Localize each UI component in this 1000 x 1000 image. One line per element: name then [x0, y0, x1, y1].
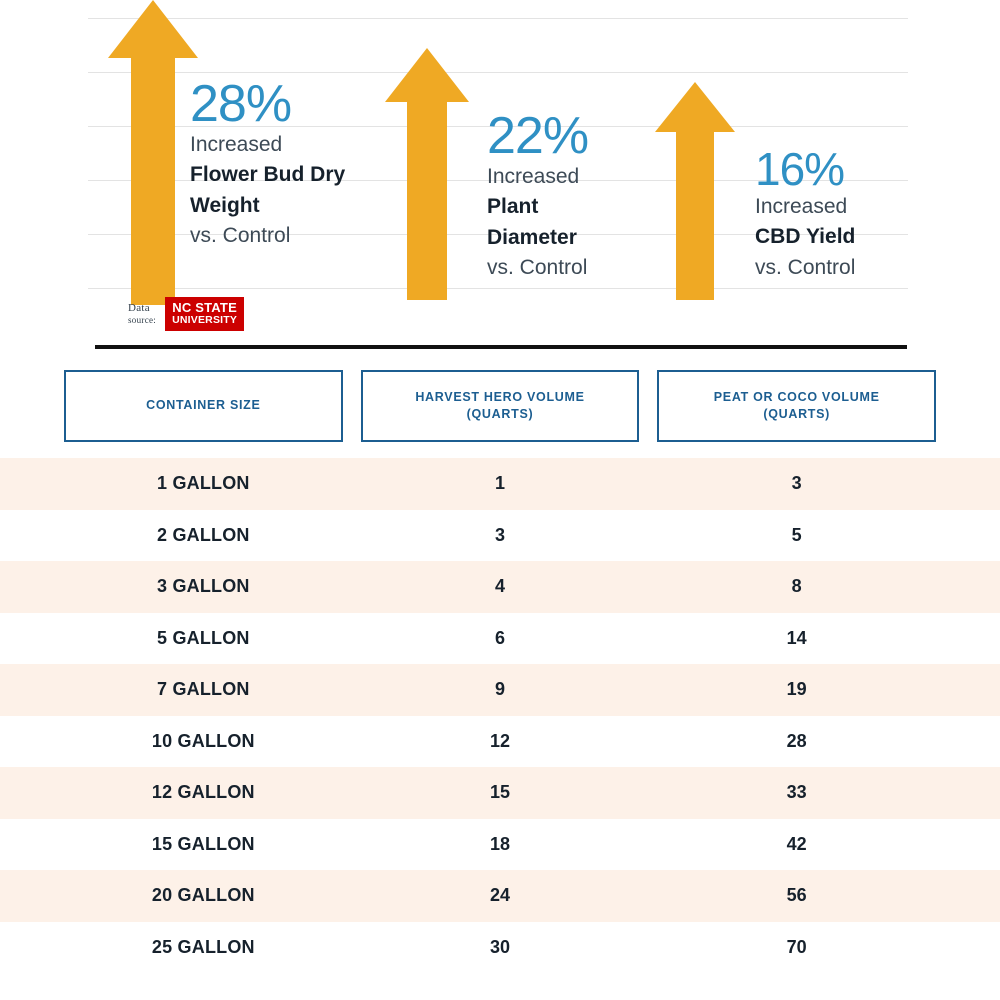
- stat-line4-3: vs. Control: [755, 255, 856, 279]
- cell-harvest-hero-volume: 9: [495, 679, 506, 700]
- grid-line: [88, 18, 908, 19]
- cell-peat-or-coco-volume: 70: [786, 936, 807, 957]
- cell-harvest-hero-volume: 12: [489, 730, 511, 751]
- table-row: [0, 613, 1000, 665]
- column-header-line2: (QUARTS): [466, 407, 534, 421]
- stat-line1-1: Increased: [190, 133, 283, 156]
- logo-line2: UNIVERSITY: [172, 313, 238, 326]
- logo-line1: NC STATE: [172, 300, 237, 315]
- cell-peat-or-coco-volume: 28: [786, 730, 807, 751]
- cell-harvest-hero-volume: 15: [489, 782, 511, 803]
- table-row: [0, 767, 1000, 819]
- cell-container-size: 7 GALLON: [157, 679, 250, 700]
- cell-harvest-hero-volume: 6: [495, 627, 506, 648]
- cell-container-size: 5 GALLON: [157, 627, 250, 648]
- stat-block-3: [755, 143, 856, 283]
- table-row: [0, 561, 1000, 613]
- stat-line1-3: Increased: [755, 195, 848, 218]
- cell-harvest-hero-volume: 24: [489, 885, 511, 906]
- cell-container-size: 15 GALLON: [151, 833, 255, 854]
- cell-peat-or-coco-volume: 14: [786, 627, 807, 648]
- column-header-line1: HARVEST HERO VOLUME: [415, 389, 585, 404]
- stat-line2-1: Flower Bud Dry: [190, 163, 346, 187]
- stat-percent-2: 22%: [487, 107, 589, 165]
- cell-harvest-hero-volume: 4: [495, 576, 506, 597]
- volume-comparison-table: [0, 370, 1000, 973]
- stat-line1-2: Increased: [487, 165, 580, 188]
- table-row: [0, 716, 1000, 768]
- cell-harvest-hero-volume: 3: [495, 524, 506, 545]
- data-source-label: [128, 302, 156, 325]
- stat-line3-2: Diameter: [487, 225, 577, 249]
- column-header-container-size: [64, 370, 343, 442]
- infographic-panel: [0, 0, 1000, 352]
- cell-container-size: 3 GALLON: [157, 576, 250, 597]
- cell-peat-or-coco-volume: 56: [786, 885, 807, 906]
- cell-peat-or-coco-volume: 8: [791, 576, 802, 597]
- nc-state-university-logo: [165, 297, 244, 331]
- table-row: [0, 819, 1000, 871]
- stat-line3-1: Weight: [190, 193, 260, 217]
- cell-container-size: 1 GALLON: [157, 473, 250, 494]
- column-header-line1: CONTAINER SIZE: [146, 398, 261, 413]
- stat-block-1: [190, 75, 346, 252]
- column-header-harvest-hero-volume: [361, 370, 640, 442]
- stat-line4-2: vs. Control: [487, 256, 588, 280]
- cell-peat-or-coco-volume: 42: [786, 833, 807, 854]
- table-body: [0, 458, 1000, 973]
- stat-line4-1: vs. Control: [190, 224, 291, 248]
- cell-harvest-hero-volume: 1: [495, 473, 506, 494]
- data-source-label-line2: source:: [128, 314, 157, 325]
- baseline-rule: [95, 345, 907, 349]
- cell-container-size: 12 GALLON: [151, 782, 255, 803]
- grid-line: [88, 72, 908, 73]
- data-source: [128, 297, 244, 331]
- stat-block-2: [487, 107, 589, 284]
- cell-peat-or-coco-volume: 19: [786, 679, 807, 700]
- cell-peat-or-coco-volume: 3: [791, 473, 802, 494]
- table-row: [0, 922, 1000, 974]
- cell-harvest-hero-volume: 18: [489, 833, 511, 854]
- cell-peat-or-coco-volume: 5: [791, 524, 802, 545]
- cell-peat-or-coco-volume: 33: [786, 782, 807, 803]
- table-row: [0, 458, 1000, 510]
- stat-line2-2: Plant: [487, 195, 539, 219]
- table-row: [0, 870, 1000, 922]
- cell-container-size: 25 GALLON: [151, 936, 255, 957]
- column-header-line2: (QUARTS): [763, 407, 831, 421]
- up-arrow-icon-3: [655, 82, 735, 300]
- table-row: [0, 664, 1000, 716]
- stat-line2-3: CBD Yield: [755, 225, 856, 249]
- up-arrow-icon-2: [385, 48, 469, 300]
- table-row: [0, 510, 1000, 562]
- cell-container-size: 20 GALLON: [151, 885, 255, 906]
- cell-container-size: 10 GALLON: [151, 730, 255, 751]
- table-header-row: [0, 370, 1000, 442]
- grid-line: [88, 288, 908, 289]
- stat-percent-1: 28%: [190, 75, 292, 133]
- up-arrow-icon-1: [108, 0, 198, 305]
- data-source-label-line1: Data: [128, 302, 150, 315]
- stat-percent-3: 16%: [755, 143, 845, 195]
- column-header-peat-or-coco-volume: [657, 370, 936, 442]
- cell-harvest-hero-volume: 30: [489, 936, 511, 957]
- column-header-line1: PEAT OR COCO VOLUME: [713, 389, 880, 404]
- cell-container-size: 2 GALLON: [157, 524, 250, 545]
